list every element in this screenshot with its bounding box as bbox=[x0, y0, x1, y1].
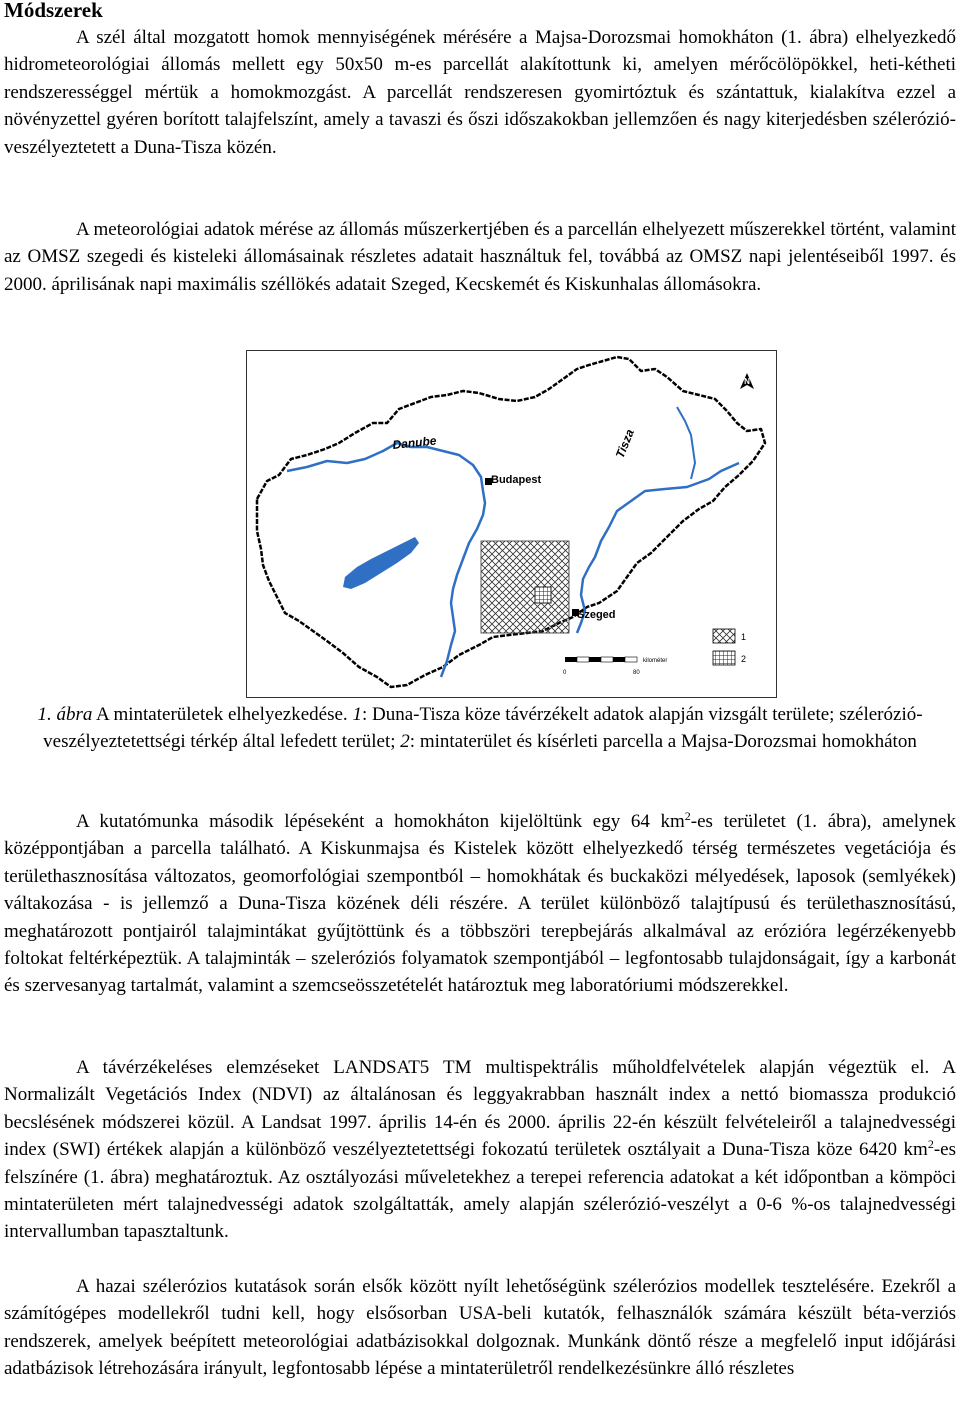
north-arrow-icon bbox=[740, 373, 754, 389]
budapest-label: Budapest bbox=[491, 474, 542, 486]
svg-text:N: N bbox=[744, 377, 750, 386]
scale-max-label: 80 bbox=[633, 670, 640, 676]
study-area-1 bbox=[481, 541, 569, 633]
legend-label-2: 2 bbox=[741, 654, 747, 664]
caption-text-2: : mintaterület és kísérleti parcella a Majsa-Dorozsmai homokháton bbox=[409, 731, 917, 753]
map-svg bbox=[247, 351, 776, 696]
paragraph-5: A hazai szélerózios kutatások során elsők között nyílt lehetőségünk szélerózios modellek tesztelésére. Ezekről a számítógépes modellekről tudni kell, hogy elsősorban USA-beli kutatók, felhasználók számára készült béta-verziós rendszerek, amelyek beépített meteorológiai adatbázisokkal dolgoznak. Munkánk döntő része a megfelelő input időjárási adatbázisok létrehozására irányult, legfontosabb lépése a mintaterületről rendelkezésünkre álló részletes bbox=[4, 1276, 956, 1380]
legend-label-1: 1 bbox=[741, 632, 747, 642]
country-border bbox=[257, 357, 765, 687]
paragraph-3 bbox=[4, 808, 956, 1000]
figure-map-hungary bbox=[246, 350, 777, 698]
scale-bar bbox=[565, 657, 637, 662]
paragraph-4-a: A távérzékeléses elemzéseket LANDSAT5 TM multispektrális műholdfelvételek alapján végeztük el. A Normalizált Vegetációs Index (NDVI) az általánosan és leggyakrabban használt index a nettó biomassza produkció becslésének módszerei közül. A Landsat 1997. április 14-én és 2000. április 22-én készült felvételeiről a talajnedvességi index (SWI) értékek alapján a különböző veszélyeztetettségi fokozatú területek osztályait a Duna-Tisza köze 6420 km bbox=[4, 1057, 956, 1161]
tisza-label: Tisza bbox=[612, 427, 637, 461]
paragraph-4-b: -es felszínére (1. ábra) meghatároztuk. Az osztályozási műveletekhez a terepei referencia adatokat a két időpontban a kömpöci mintaterületen mért talajnedvességi adatok szolgáltatták, amely alapján szélerózió-veszélyt a 0-6 %-os talajnedvességi intervallumban tapasztaltunk. bbox=[4, 1139, 956, 1243]
legend-swatch-1 bbox=[713, 629, 735, 643]
study-area-2 bbox=[535, 587, 551, 603]
caption-text-1: : Duna-Tisza köze távérzékelt adatok alapján vizsgált területe; szélerózió-veszélyeztetettségi térkép által lefedett terület; bbox=[43, 704, 923, 753]
caption-num-2: 2 bbox=[400, 731, 410, 753]
paragraph-3-sup: 2 bbox=[684, 809, 691, 823]
paragraph-1: A szél által mozgatott homok mennyiségének mérésére a Majsa-Dorozsmai homokháton (1. ábra) elhelyezkedő hidrometeorológiai állomás mellett egy 50x50 m-es parcellát alakítottunk ki, amelyen mérőcölöpökkel, heti-kétheti rendszerességgel mértük a homokmozgást. A parcellát rendszeresen gyomirtóztuk és szántattuk, kialakítva ezzel a növényzettel gyéren borított talajfelszínt, amely a tavaszi és őszi időszakokban jellemzően és nagy kiterjedésben szélerózió-veszélyeztetett a Duna-Tisza közén. bbox=[4, 27, 956, 158]
caption-num-1: 1 bbox=[352, 704, 362, 725]
figure-caption bbox=[4, 701, 956, 756]
paragraph-2: A meteorológiai adatok mérése az állomás műszerkertjében és a parcellán elhelyezett műszerekkel történt, valamint az OMSZ szegedi és kisteleki állomásainak részletes adatait használtuk fel, továbbá az OMSZ napi jelentéseiből 1997. és 2000. áprilisának napi maximális széllökés adatait Szeged, Kecskemét és Kiskunhalas állomásokra. bbox=[4, 219, 956, 295]
legend-swatch-2 bbox=[713, 651, 735, 665]
paragraph-4-sup: 2 bbox=[927, 1137, 934, 1152]
paragraph-4 bbox=[4, 1054, 956, 1246]
paragraph-3-b: -es területet (1. ábra), amelynek középpontjában a parcella található. A Kiskunmajsa és Kistelek között elhelyezkedő térség természetes vegetációja és területhasznosítása változatos, geomorfológiai szempontból – homokhátak és buckaközi mélyedések, laposok (semlyékek) váltakozása - is jellemző a Duna-Tisza közének déli részére. A terület különböző talajtípusú és területhasznosítású, meghatározott pontjairól talajmintákat gyűjtöttünk és a többszöri terepbejárás alkalmával az erózióra legérzékenyebb foltokat feltérképeztük. A talajminták – szeleróziós folyamatok szempontjából – legfontosabb tulajdonságait, így a karbonát és szervesanyag tartalmát, valamint a szemcseösszetételét határoztuk meg laboratóriumi módszerekkel. bbox=[4, 811, 956, 997]
danube-label: Danube bbox=[391, 433, 438, 452]
scale-zero-label: 0 bbox=[563, 670, 567, 676]
caption-fig-label: 1. ábra bbox=[37, 704, 93, 725]
caption-title: A mintaterületek elhelyezkedése. bbox=[92, 704, 353, 725]
paragraph-3-a: A kutatómunka második lépéseként a homokháton kijelöltünk egy 64 km bbox=[76, 811, 685, 832]
scale-unit-label: kilométer bbox=[643, 658, 668, 664]
section-title: Módszerek bbox=[4, 0, 103, 22]
szeged-label: Szeged bbox=[577, 609, 616, 621]
